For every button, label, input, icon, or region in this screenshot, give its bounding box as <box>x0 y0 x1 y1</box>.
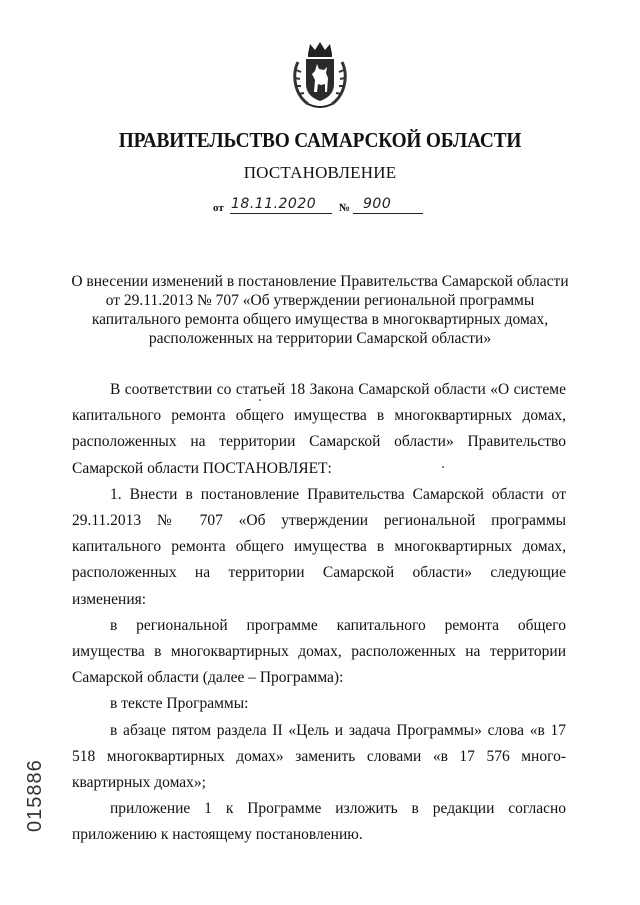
date-value: 18.11.2020 <box>231 196 317 212</box>
side-registration-number: 015886 <box>24 759 46 832</box>
body-paragraph: В соответствии со статьей 18 Закона Самарской области «О системе капитального ремонта общего имущества в многоквартирных домах, расположенных на территории Самарской области» Правительство Самарской области ПОСТАНОВЛЯЕТ: <box>72 381 566 477</box>
scan-speck <box>259 399 261 401</box>
date-label: от <box>213 202 224 214</box>
document-body <box>72 377 566 849</box>
body-paragraph: в региональной программе капитального ремонта общего имущества в многоквартирных домах, расположенных на территории Самарской области (далее – Программа): <box>72 616 566 687</box>
body-paragraph: в абзаце пятом раздела II «Цель и задача Программы» слова «в 17 518 многоквартирных домах» заменить словами «в 17 576 много-квартирных домах»; <box>72 721 566 792</box>
date-number-line <box>213 196 443 218</box>
body-paragraph: в тексте Программы: <box>110 695 249 713</box>
date-underline <box>230 213 332 214</box>
scan-speck <box>442 466 444 468</box>
body-paragraph: 1. Внести в постановление Правительства Самарской области от 29.11.2013 № 707 «Об утверждении региональной программы капитального ремонта общего имущества в многоквартирных домах, расположенных на территории Самарской области» следующие изменения: <box>72 485 566 608</box>
number-label: № <box>339 202 351 214</box>
document-subject: О внесении изменений в постановление Правительства Самарской области от 29.11.2013 № 707 «Об утверждении региональной программы капитального ремонта общего имущества в многоквартирных домах, расположенных на территории Самарской области» <box>71 273 569 347</box>
document-type: ПОСТАНОВЛЕНИЕ <box>243 163 397 182</box>
number-underline <box>353 213 423 214</box>
number-value: 900 <box>363 196 392 212</box>
government-title: ПРАВИТЕЛЬСТВО САМАРСКОЙ ОБЛАСТИ <box>118 128 522 152</box>
samara-coat-of-arms-icon <box>288 40 352 110</box>
body-paragraph: приложение 1 к Программе изложить в редакции согласно приложению к настоящему постановлению. <box>72 800 566 844</box>
